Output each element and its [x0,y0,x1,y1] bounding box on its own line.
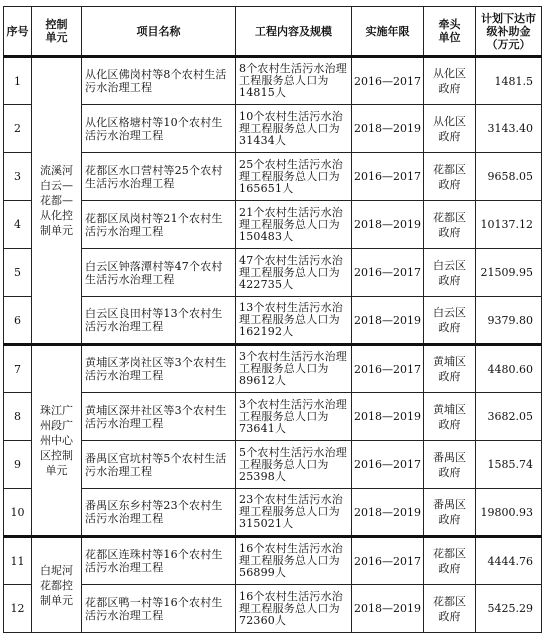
subsidy-amount: 3682.05 [476,393,542,441]
row-index: 4 [4,201,32,249]
lead-unit: 番禺区政府 [424,441,476,489]
lead-unit: 从化区政府 [424,105,476,153]
table-row [4,537,542,585]
table-row [4,57,542,105]
row-index: 2 [4,105,32,153]
row-index: 7 [4,345,32,393]
row-index: 1 [4,57,32,105]
row-index: 10 [4,489,32,537]
project-name: 白云区良田村等13个农村生活污水治理工程 [82,297,236,345]
project-scope: 13个农村生活污水治理工程服务总人口为162192人 [236,297,352,345]
implementation-years: 2018—2019 [352,105,424,153]
header-scope: 工程内容及规模 [236,7,352,57]
lead-unit: 黄埔区政府 [424,393,476,441]
implementation-years: 2018—2019 [352,297,424,345]
project-scope: 5个农村生活污水治理工程服务总人口为25398人 [236,441,352,489]
subsidy-amount: 21509.95 [476,249,542,297]
project-name: 花都区凤岗村等21个农村生活污水治理工程 [82,201,236,249]
project-scope: 25个农村生活污水治理工程服务总人口为165651人 [236,153,352,201]
subsidy-amount: 1481.5 [476,57,542,105]
project-scope: 16个农村生活污水治理工程服务总人口为56899人 [236,537,352,585]
row-index: 11 [4,537,32,585]
subsidy-amount: 9379.80 [476,297,542,345]
row-index: 6 [4,297,32,345]
project-name: 花都区连珠村等16个农村生活污水治理工程 [82,537,236,585]
project-name: 花都区鸭一村等16个农村生活污水治理工程 [82,585,236,633]
control-unit-cell: 珠江广州段广州中心区控制单元 [32,345,82,537]
project-name: 从化区格塘村等10个农村生活污水治理工程 [82,105,236,153]
implementation-years: 2016—2017 [352,345,424,393]
implementation-years: 2018—2019 [352,585,424,633]
table-row [4,105,542,153]
project-name: 花都区水口营村等25个农村生活污水治理工程 [82,153,236,201]
subsidy-amount: 4480.60 [476,345,542,393]
table-row [4,201,542,249]
row-index: 12 [4,585,32,633]
project-scope: 8个农村生活污水治理工程服务总人口为14815人 [236,57,352,105]
subsidy-amount: 1585.74 [476,441,542,489]
implementation-years: 2016—2017 [352,441,424,489]
project-table [3,6,542,633]
row-index: 3 [4,153,32,201]
project-scope: 16个农村生活污水治理工程服务总人口为72360人 [236,585,352,633]
project-name: 番禺区东乡村等23个农村生活污水治理工程 [82,489,236,537]
table-row [4,153,542,201]
subsidy-amount: 9658.05 [476,153,542,201]
implementation-years: 2018—2019 [352,489,424,537]
lead-unit: 花都区政府 [424,585,476,633]
subsidy-amount: 3143.40 [476,105,542,153]
header-index: 序号 [4,7,32,57]
table-row [4,297,542,345]
lead-unit: 白云区政府 [424,249,476,297]
subsidy-amount: 10137.12 [476,201,542,249]
table-row [4,441,542,489]
project-scope: 3个农村生活污水治理工程服务总人口为73641人 [236,393,352,441]
table-row [4,585,542,633]
implementation-years: 2016—2017 [352,57,424,105]
project-name: 白云区钟落潭村等47个农村生活污水治理工程 [82,249,236,297]
project-name: 黄埔区深井社区等3个农村生活污水治理工程 [82,393,236,441]
implementation-years: 2016—2017 [352,153,424,201]
project-name: 黄埔区茅岗社区等3个农村生活污水治理工程 [82,345,236,393]
project-scope: 21个农村生活污水治理工程服务总人口为150483人 [236,201,352,249]
header-control-unit: 控制单元 [32,7,82,57]
table-row [4,345,542,393]
lead-unit: 白云区政府 [424,297,476,345]
header-subsidy: 计划下达市级补助金（万元） [476,7,542,57]
table-row [4,249,542,297]
lead-unit: 番禺区政府 [424,489,476,537]
implementation-years: 2018—2019 [352,393,424,441]
lead-unit: 花都区政府 [424,537,476,585]
row-index: 5 [4,249,32,297]
subsidy-amount: 5425.29 [476,585,542,633]
header-years: 实施年限 [352,7,424,57]
row-index: 8 [4,393,32,441]
subsidy-amount: 19800.93 [476,489,542,537]
project-name: 番禺区官坑村等5个农村生活污水治理工程 [82,441,236,489]
project-scope: 23个农村生活污水治理工程服务总人口为315021人 [236,489,352,537]
implementation-years: 2018—2019 [352,201,424,249]
project-scope: 3个农村生活污水治理工程服务总人口为89612人 [236,345,352,393]
subsidy-amount: 4444.76 [476,537,542,585]
row-index: 9 [4,441,32,489]
project-name: 从化区佛岗村等8个农村生活污水治理工程 [82,57,236,105]
lead-unit: 从化区政府 [424,57,476,105]
table-row [4,393,542,441]
lead-unit: 黄埔区政府 [424,345,476,393]
lead-unit: 花都区政府 [424,201,476,249]
table-row [4,489,542,537]
project-scope: 47个农村生活污水治理工程服务总人口为422735人 [236,249,352,297]
control-unit-cell: 流溪河白云—花都—从化控制单元 [32,57,82,345]
header-lead-unit: 牵头单位 [424,7,476,57]
header-row [4,7,542,57]
project-scope: 10个农村生活污水治理工程服务总人口为31434人 [236,105,352,153]
header-project-name: 项目名称 [82,7,236,57]
lead-unit: 花都区政府 [424,153,476,201]
control-unit-cell: 白坭河花都控制单元 [32,537,82,633]
implementation-years: 2016—2017 [352,249,424,297]
implementation-years: 2016—2017 [352,537,424,585]
